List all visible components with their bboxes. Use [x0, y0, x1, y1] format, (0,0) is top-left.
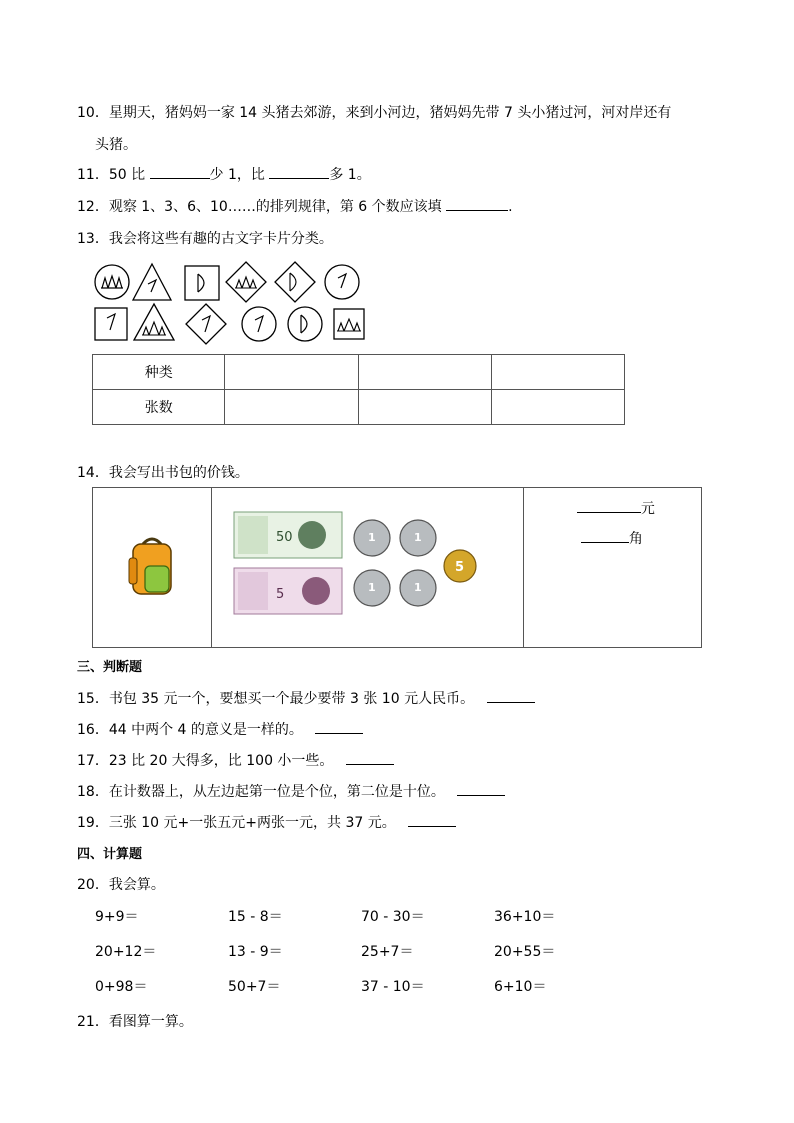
yuan-unit: 元	[640, 501, 655, 517]
q15-text: 书包 35 元一个，要想买一个最少要带 3 张 10 元人民币。	[108, 691, 475, 707]
q14-text: 我会写出书包的价钱。	[108, 465, 249, 481]
q17-blank[interactable]	[346, 750, 394, 765]
q15-blank[interactable]	[487, 688, 535, 703]
q20	[77, 874, 165, 894]
q16-blank[interactable]	[315, 719, 363, 734]
q16	[77, 719, 363, 739]
section-4-title: 四、计算题	[77, 847, 143, 862]
calc-cell: 0+98＝	[95, 979, 148, 995]
q11-part1: 50 比	[108, 167, 146, 183]
q13-classification-table	[92, 354, 625, 425]
calc-cell: 36+10＝	[494, 909, 556, 925]
table-cell[interactable]	[358, 390, 491, 425]
q18-number: 18．	[77, 784, 109, 800]
q17-text: 23 比 20 大得多，比 100 小一些。	[108, 753, 334, 769]
table-cell[interactable]	[225, 390, 358, 425]
q12	[77, 196, 513, 216]
jiao-unit: 角	[628, 531, 643, 547]
q17-number: 17．	[77, 753, 109, 769]
q11-part2: 少 1，比	[209, 167, 265, 183]
q12-end: .	[508, 199, 513, 215]
calc-cell: 70 - 30＝	[361, 909, 425, 925]
card-triangle-water-icon	[133, 264, 171, 300]
coin-label: 1	[368, 580, 376, 594]
q12-text: 观察 1、3、6、10……的排列规律，第 6 个数应该填	[108, 199, 442, 215]
card-square-water-icon	[95, 308, 127, 340]
q15-number: 15．	[77, 691, 109, 707]
note-5-label: 5	[276, 586, 285, 602]
q11-blank-2[interactable]	[269, 164, 329, 179]
coin-label: 1	[414, 580, 422, 594]
coin-1-yuan-icon	[400, 520, 436, 556]
coin-1-yuan-icon	[400, 570, 436, 606]
calc-cell: 37 - 10＝	[361, 979, 425, 995]
table-cell[interactable]	[491, 390, 624, 425]
q14	[77, 462, 249, 482]
card-square-moon-icon	[185, 266, 219, 300]
coin-label: 1	[414, 530, 422, 544]
q18-text: 在计数器上，从左边起第一位是个位，第二位是十位。	[108, 784, 445, 800]
yuan-blank[interactable]	[577, 498, 641, 513]
money-illustration	[232, 506, 502, 626]
q10-line1	[77, 102, 671, 122]
section-3-title: 三、判断题	[77, 660, 143, 675]
q21-text: 看图算一算。	[108, 1014, 193, 1030]
table-cell[interactable]	[225, 355, 358, 390]
coin-1-yuan-icon	[354, 570, 390, 606]
card-circle-mountain-icon	[95, 265, 129, 299]
q13-text: 我会将这些有趣的古文字卡片分类。	[108, 231, 333, 247]
q13	[77, 228, 333, 248]
ancient-character-cards	[90, 258, 380, 348]
q19	[77, 812, 456, 832]
coin-5-label: 5	[455, 559, 465, 575]
card-diamond-mountain-icon	[226, 262, 266, 302]
card-diamond-moon-icon	[275, 262, 315, 302]
card-triangle-mountain-icon	[134, 304, 174, 340]
q12-blank[interactable]	[446, 196, 508, 211]
q11	[77, 164, 371, 184]
coin-label: 1	[368, 530, 376, 544]
q18	[77, 781, 505, 801]
calc-cell: 50+7＝	[228, 979, 281, 995]
table-label-kind: 种类	[93, 355, 225, 390]
table-label-count: 张数	[93, 390, 225, 425]
q11-blank-1[interactable]	[150, 164, 210, 179]
calc-cell: 25+7＝	[361, 944, 414, 960]
q18-blank[interactable]	[457, 781, 505, 796]
q12-number: 12．	[77, 199, 109, 215]
banknote-5-icon	[234, 568, 342, 614]
q10-line2: 头猪。	[95, 137, 137, 153]
q13-number: 13．	[77, 231, 109, 247]
calc-cell: 9+9＝	[95, 909, 139, 925]
q19-text: 三张 10 元+一张五元+两张一元，共 37 元。	[108, 815, 396, 831]
calc-cell: 13 - 9＝	[228, 944, 283, 960]
q10-number: 10．	[77, 105, 109, 121]
card-circle-moon-icon	[288, 307, 322, 341]
note-50-label: 50	[276, 529, 293, 545]
q21-number: 21．	[77, 1014, 109, 1030]
card-diamond-water-icon	[186, 304, 226, 344]
table-cell[interactable]	[358, 355, 491, 390]
coin-1-yuan-icon	[354, 520, 390, 556]
q16-number: 16．	[77, 722, 109, 738]
q14-number: 14．	[77, 465, 109, 481]
q20-text: 我会算。	[108, 877, 165, 893]
q17	[77, 750, 394, 770]
calc-cell: 15 - 8＝	[228, 909, 283, 925]
backpack-icon	[127, 534, 177, 598]
calc-cell: 6+10＝	[494, 979, 547, 995]
q19-number: 19．	[77, 815, 109, 831]
q21	[77, 1011, 193, 1031]
money-cell	[211, 488, 523, 648]
q11-number: 11．	[77, 167, 109, 183]
q20-number: 20．	[77, 877, 109, 893]
calc-cell: 20+12＝	[95, 944, 157, 960]
q11-part3: 多 1。	[329, 167, 371, 183]
q16-text: 44 中两个 4 的意义是一样的。	[108, 722, 303, 738]
jiao-blank[interactable]	[581, 528, 629, 543]
q14-price-table	[92, 487, 702, 648]
banknote-50-icon	[234, 512, 342, 558]
backpack-cell	[93, 488, 212, 648]
q19-blank[interactable]	[408, 812, 456, 827]
coin-5-jiao-icon	[444, 550, 476, 582]
answer-cell	[523, 488, 701, 648]
q10-text: 星期天，猪妈妈一家 14 头猪去郊游，来到小河边，猪妈妈先带 7 头小猪过河，河对岸还有	[108, 105, 672, 121]
card-circle-water-2-icon	[242, 307, 276, 341]
q15	[77, 688, 535, 708]
card-circle-water-icon	[325, 265, 359, 299]
card-square-mountain-icon	[334, 309, 364, 339]
calc-cell: 20+55＝	[494, 944, 556, 960]
table-cell[interactable]	[491, 355, 624, 390]
